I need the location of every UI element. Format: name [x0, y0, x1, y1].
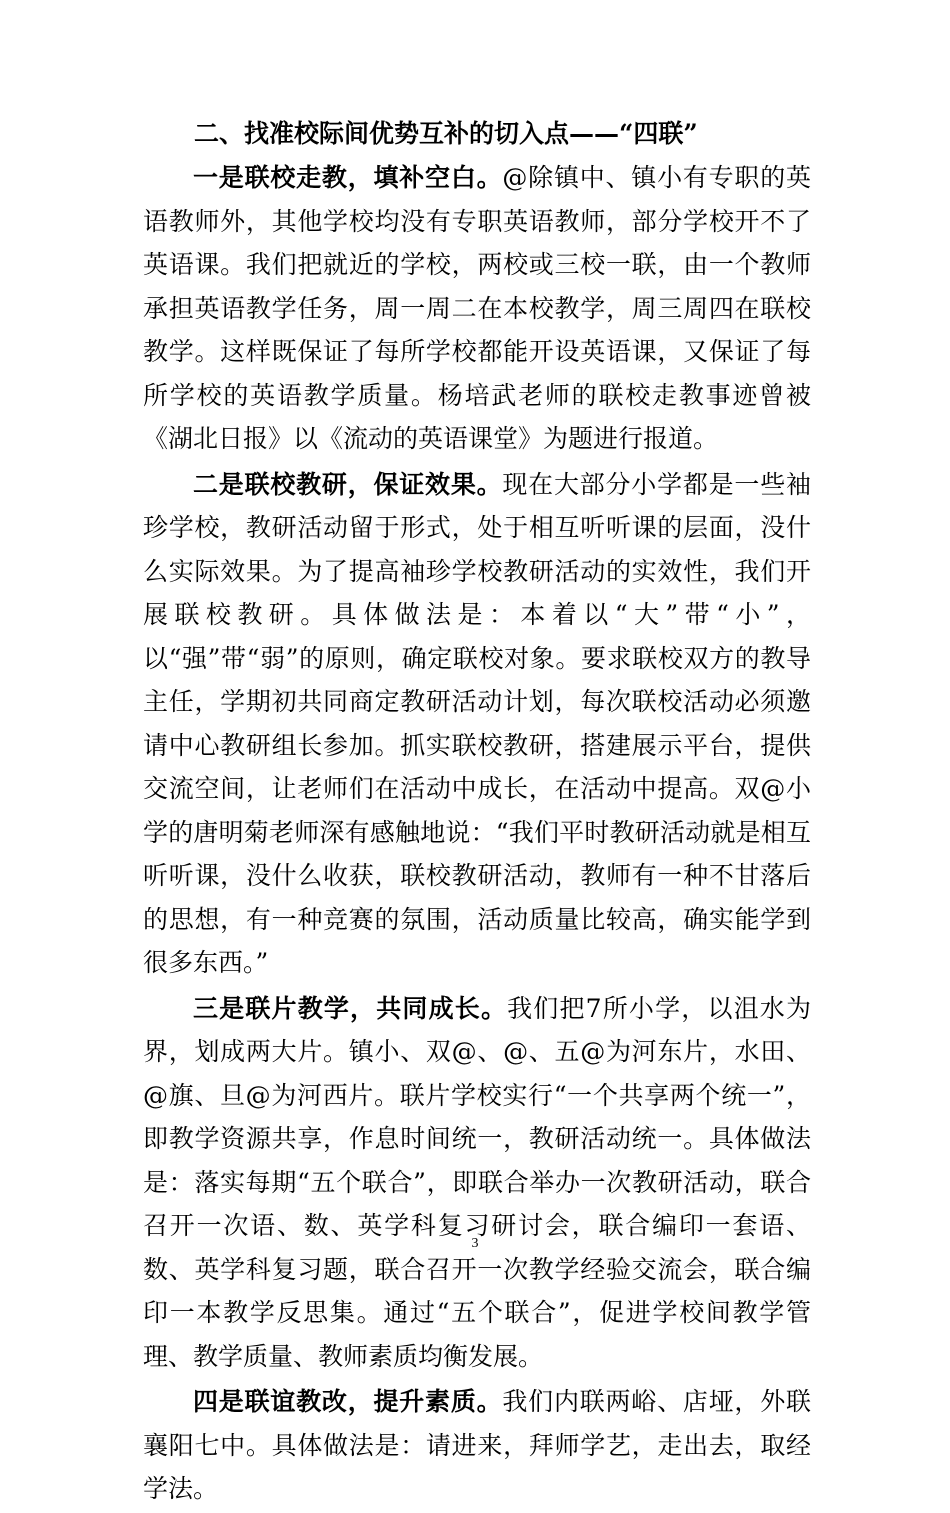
paragraph-3-text: 我们把7所小学，以沮水为界，划成两大片。镇小、双@、@、五@为河东片，水田、@旗、旦@为河西片。联片学校实行“一个共享两个统一”，即教学资源共享，作息时间统一，教研活动统一。具体做法是：落实每期“五个联合”，即联合举办一次教研活动，联合召开一次语、数、英学科复习研讨会，联合编印一套语、数、英学科复习题，联合召开一次教学经验交流会，联合编印一本教学反思集。通过“五个联合”，促进学校间教学管理、教学质量、教师素质均衡发展。	[143, 993, 811, 1371]
paragraph-1-lead: 一是联校走教，填补空白。	[193, 163, 503, 192]
body-text	[143, 156, 811, 1513]
paragraph-1	[143, 156, 811, 461]
paragraph-3-lead: 三是联片教学，共同成长。	[193, 993, 508, 1023]
paragraph-3	[143, 987, 811, 1379]
paragraph-2-lead: 二是联校教研，保证效果。	[193, 469, 503, 499]
paragraph-2-text: 现在大部分小学都是一些袖珍学校，教研活动留于形式，处于相互听听课的层面，没什么实际效果。为了提高袖珍学校教研活动的实效性，我们开展联校教研。具体做法是：本着以“大”带“小”，以“强”带“弱”的原则，确定联校对象。要求联校双方的教导主任，学期初共同商定教研活动计划，每次联校活动必须邀请中心教研组长参加。抓实联校教研，搭建展示平台，提供交流空间，让老师们在活动中成长，在活动中提高。双@小学的唐明菊老师深有感触地说：“我们平时教研活动就是相互听听课，没什么收获，联校教研活动，教师有一种不甘落后的思想，有一种竞赛的氛围，活动质量比较高，确实能学到很多东西。”	[143, 469, 811, 977]
section-heading: 二、找准校际间优势互补的切入点——“四联”	[194, 119, 698, 148]
paragraph-4-text: 我们内联两峪、店垭，外联襄阳七中。具体做法是：请进来，拜师学艺，走出去，取经学法。	[143, 1387, 811, 1503]
paragraph-4	[143, 1380, 811, 1511]
paragraph-2	[143, 463, 811, 985]
paragraph-4-lead: 四是联谊教改，提升素质。	[193, 1387, 503, 1416]
paragraph-1-text: @除镇中、镇小有专职的英语教师外，其他学校均没有专职英语教师，部分学校开不了英语课。我们把就近的学校，两校或三校一联，由一个教师承担英语教学任务，周一周二在本校教学，周三周四在联校教学。这样既保证了每所学校都能开设英语课，又保证了每所学校的英语教学质量。杨培武老师的联校走教事迹曾被《湖北日报》以《流动的英语课堂》为题进行报道。	[143, 163, 811, 453]
page-number: 3	[471, 1236, 479, 1251]
